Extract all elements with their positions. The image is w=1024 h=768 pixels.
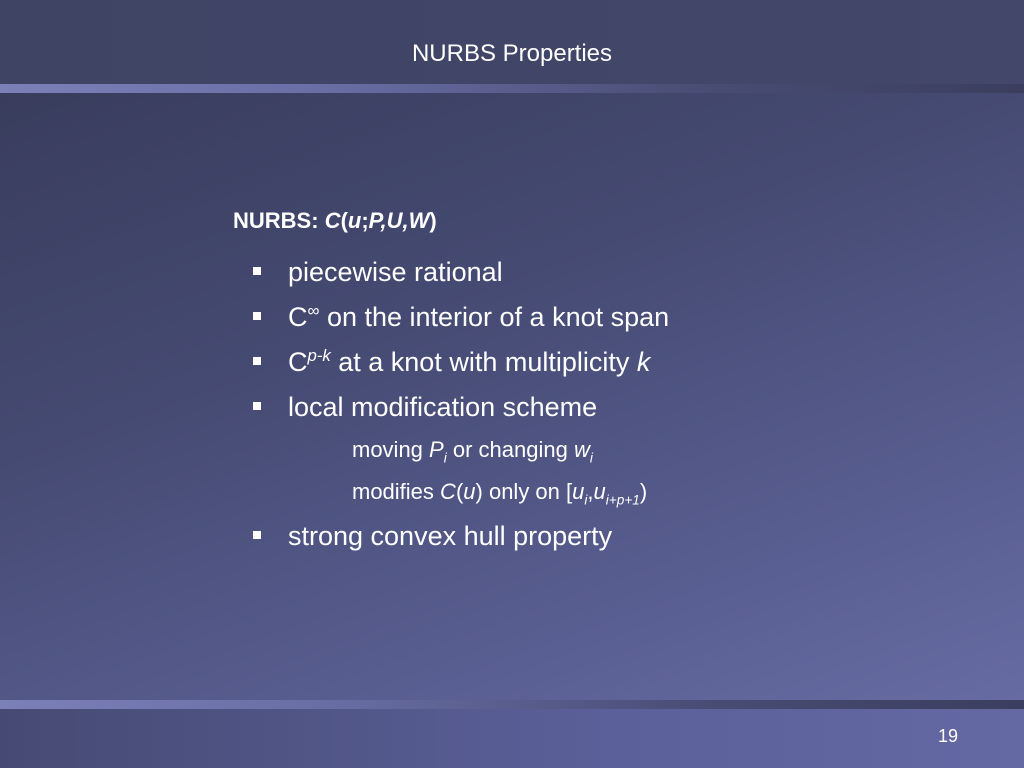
sub-p-index: i xyxy=(443,450,447,466)
bullet-infinity-superscript: ∞ xyxy=(307,301,320,320)
heading-p: P xyxy=(368,208,381,233)
sub-text: or changing xyxy=(446,437,574,462)
square-bullet-icon xyxy=(253,267,261,275)
bullet-c: C xyxy=(288,347,308,377)
page-number: 19 xyxy=(937,726,958,746)
sub-text: moving xyxy=(352,437,430,462)
sub-u-end-index: i+p+1 xyxy=(605,492,640,508)
bullet-piecewise-rational xyxy=(233,255,953,300)
heading-close-paren: ) xyxy=(429,208,437,233)
bullet-text: local modification scheme xyxy=(288,392,598,422)
sub-text: ) only on [ xyxy=(475,479,573,504)
slide-content xyxy=(233,205,953,564)
sub-u-start: u xyxy=(572,479,585,504)
square-bullet-icon xyxy=(253,312,261,320)
sub-u-end: u xyxy=(593,479,606,504)
sub-open-paren: ( xyxy=(455,479,464,504)
square-bullet-icon xyxy=(253,531,261,539)
sub-text: modifies xyxy=(352,479,441,504)
bullet-p-k-superscript: p-k xyxy=(307,346,331,365)
bullet-text: piecewise rational xyxy=(288,257,503,287)
top-divider xyxy=(0,84,1024,93)
heading-semicolon: ; xyxy=(361,208,369,233)
sub-w-index: i xyxy=(589,450,593,466)
sub-close-paren: ) xyxy=(639,479,648,504)
sub-u: u xyxy=(463,479,476,504)
bullet-k: k xyxy=(636,347,651,377)
heading-comma-1: , xyxy=(380,208,387,233)
sub-modifies-curve xyxy=(233,477,953,519)
sub-u-start-index: i xyxy=(584,492,588,508)
nurbs-heading xyxy=(233,205,953,237)
heading-u: u xyxy=(347,208,362,233)
bullet-text: at a knot with multiplicity xyxy=(330,347,637,377)
bottom-divider xyxy=(0,700,1024,709)
square-bullet-icon xyxy=(253,402,261,410)
sub-w: w xyxy=(573,437,590,462)
bullet-text: on the interior of a knot span xyxy=(319,302,670,332)
sub-c: C xyxy=(440,479,456,504)
square-bullet-icon xyxy=(253,357,261,365)
bullet-c-p-minus-k xyxy=(233,345,953,390)
bullet-text: strong convex hull property xyxy=(288,521,613,551)
bullet-convex-hull xyxy=(233,519,953,564)
heading-comma-2: , xyxy=(402,208,409,233)
heading-label: NURBS: xyxy=(233,208,325,233)
heading-u-cap: U xyxy=(386,208,403,233)
heading-w: W xyxy=(408,208,430,233)
sub-p: P xyxy=(429,437,444,462)
sub-comma: , xyxy=(587,479,594,504)
slide-title: NURBS Properties xyxy=(411,40,613,67)
heading-c: C xyxy=(324,208,341,233)
heading-open-paren: ( xyxy=(340,208,348,233)
footer-bar xyxy=(0,709,1024,768)
sub-moving-control-point xyxy=(233,435,953,477)
bullet-c-infinity xyxy=(233,300,953,345)
bullet-c: C xyxy=(288,302,308,332)
bullet-local-modification xyxy=(233,390,953,435)
